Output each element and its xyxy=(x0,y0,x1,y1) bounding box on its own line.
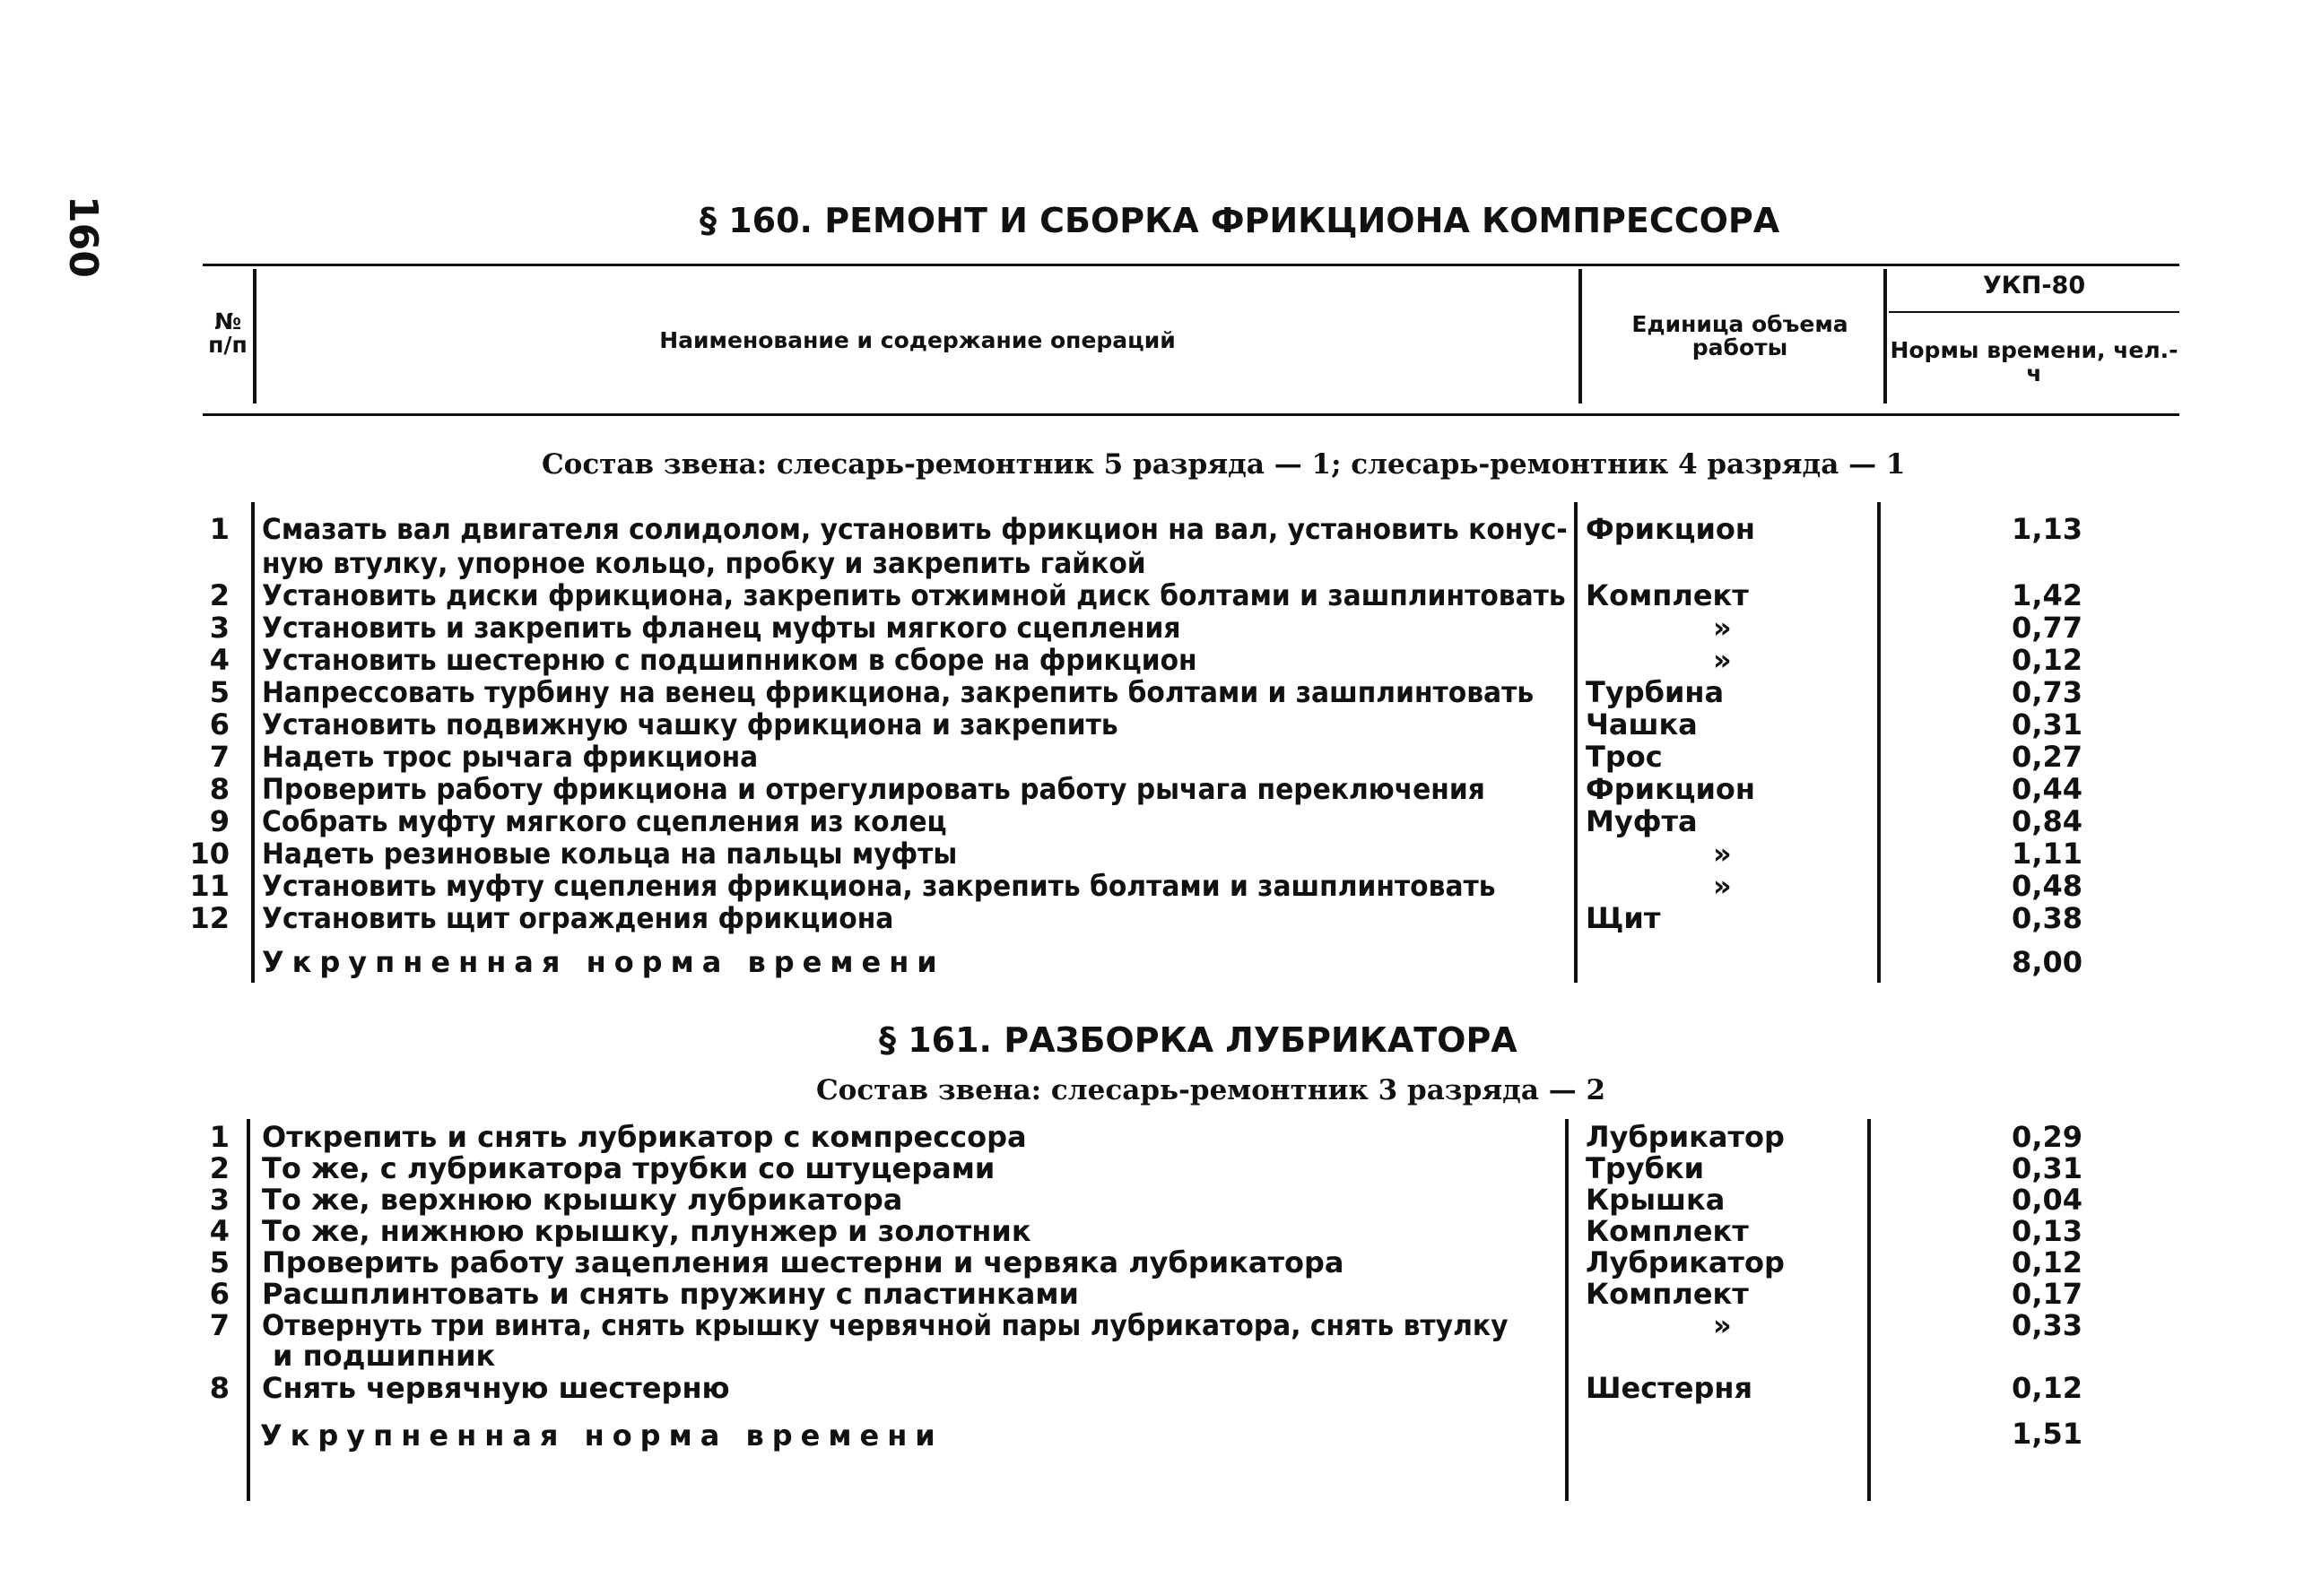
row-value: 0,12 xyxy=(2012,1245,2083,1279)
row-unit: Турбина xyxy=(1586,675,1725,709)
table-row xyxy=(0,805,2313,837)
row-number: 3 xyxy=(209,611,230,645)
table-row xyxy=(0,741,2313,773)
row-value: 0,31 xyxy=(2012,707,2083,742)
row-unit: Щит xyxy=(1586,901,1661,935)
row-value: 0,27 xyxy=(2012,740,2083,774)
row-value: 0,44 xyxy=(2012,772,2083,806)
page-number: 160 xyxy=(60,195,106,278)
row-value: 0,04 xyxy=(2012,1183,2083,1217)
section-160-title: § 160. РЕМОНТ И СБОРКА ФРИКЦИОНА КОМПРЕССОРА xyxy=(700,201,1780,240)
table-row xyxy=(0,773,2313,805)
table-row xyxy=(0,612,2313,644)
row-number: 1 xyxy=(209,1120,230,1154)
row-number: 7 xyxy=(209,1308,230,1342)
row-number: 1 xyxy=(209,512,230,546)
row-unit: Муфта xyxy=(1586,804,1698,838)
table-row-continuation xyxy=(0,547,2313,579)
row-number: 2 xyxy=(209,578,230,612)
row-unit: Фрикцион xyxy=(1586,512,1756,546)
row-number: 5 xyxy=(209,675,230,709)
row-number: 6 xyxy=(209,707,230,742)
row-operation: Установить диски фрикциона, закрепить отжимной диск болтами и зашплинтовать xyxy=(262,578,1566,612)
row-number: 3 xyxy=(209,1183,230,1217)
row-operation: То же, верхнюю крышку лубрикатора xyxy=(262,1183,903,1217)
row-value: 0,38 xyxy=(2012,901,2083,935)
header-col-divider xyxy=(1883,269,1887,403)
row-unit: Комплект xyxy=(1586,578,1749,612)
row-number: 2 xyxy=(209,1151,230,1185)
row-operation: Проверить работу зацепления шестерни и червяка лубрикатора xyxy=(262,1245,1344,1279)
row-number: 9 xyxy=(209,804,230,838)
row-operation: Надеть резиновые кольца на пальцы муфты xyxy=(262,837,958,871)
row-number: 8 xyxy=(209,1371,230,1405)
table-row xyxy=(0,1309,2313,1341)
table-row xyxy=(0,1152,2313,1184)
row-operation: Отвернуть три винта, снять крышку червячной пары лубрикатора, снять втулку xyxy=(262,1308,1509,1342)
row-unit: » xyxy=(1713,611,1732,645)
header-unit: Единица объема работы xyxy=(1631,311,1848,360)
row-unit: Трубки xyxy=(1586,1151,1705,1185)
row-unit: Фрикцион xyxy=(1586,772,1756,806)
row-unit: » xyxy=(1713,869,1732,903)
row-number: 4 xyxy=(209,643,230,677)
row-operation: Надеть трос рычага фрикциона xyxy=(262,740,759,774)
header-num: № п/п xyxy=(208,308,248,358)
table-row xyxy=(0,644,2313,676)
row-value: 0,73 xyxy=(2012,675,2083,709)
row-value: 0,12 xyxy=(2012,1371,2083,1405)
header-top-rule xyxy=(203,264,2179,266)
row-operation: Установить щит ограждения фрикциона xyxy=(262,901,894,935)
table-row xyxy=(0,1215,2313,1247)
header-group-rule xyxy=(1889,311,2179,313)
table-row xyxy=(0,1121,2313,1153)
row-value: 0,48 xyxy=(2012,869,2083,903)
row-number: 5 xyxy=(209,1245,230,1279)
row-unit: » xyxy=(1713,643,1732,677)
row-number: 4 xyxy=(209,1214,230,1248)
row-unit: Чашка xyxy=(1586,707,1698,742)
header-norm: Нормы времени, чел.-ч xyxy=(1890,337,2178,386)
row-number: 10 xyxy=(189,837,230,871)
row-operation: Расшплинтовать и снять пружину с пластинками xyxy=(262,1277,1079,1311)
row-operation: Установить муфту сцепления фрикциона, закрепить болтами и зашплинтовать xyxy=(262,869,1496,903)
row-operation: Установить и закрепить фланец муфты мягкого сцепления xyxy=(262,611,1181,645)
row-value: 0,12 xyxy=(2012,643,2083,677)
row-operation: Снять червячную шестерню xyxy=(262,1371,730,1405)
table-row xyxy=(0,1278,2313,1310)
table-row xyxy=(0,1246,2313,1279)
table-row xyxy=(0,513,2313,545)
header-bottom-rule xyxy=(203,413,2179,416)
row-operation: ную втулку, упорное кольцо, пробку и закрепить гайкой xyxy=(262,546,1146,580)
table-row-continuation xyxy=(0,1340,2313,1372)
row-value: 0,77 xyxy=(2012,611,2083,645)
table-row xyxy=(0,579,2313,612)
row-number: 11 xyxy=(189,869,230,903)
row-operation: Установить подвижную чашку фрикциона и закрепить xyxy=(262,707,1118,742)
row-operation: То же, с лубрикатора трубки со штуцерами xyxy=(262,1151,996,1185)
row-value: 0,31 xyxy=(2012,1151,2083,1185)
row-unit: » xyxy=(1713,1308,1732,1342)
row-value: 0,33 xyxy=(2012,1308,2083,1342)
row-operation: Напрессовать турбину на венец фрикциона, закрепить болтами и зашплинтовать xyxy=(262,675,1535,709)
section-161-total-value: 1,51 xyxy=(2012,1417,2083,1451)
header-operation: Наименование и содержание операций xyxy=(659,327,1176,353)
row-value: 0,29 xyxy=(2012,1120,2083,1154)
row-unit: Комплект xyxy=(1586,1214,1749,1248)
row-unit: Лубрикатор xyxy=(1586,1245,1785,1279)
row-value: 1,11 xyxy=(2012,837,2083,871)
section-161-title: § 161. РАЗБОРКА ЛУБРИКАТОРА xyxy=(879,1020,1517,1060)
row-operation: Смазать вал двигателя солидолом, установить фрикцион на вал, установить конус- xyxy=(262,512,1568,546)
row-unit: Лубрикатор xyxy=(1586,1120,1785,1154)
row-value: 0,84 xyxy=(2012,804,2083,838)
table-row xyxy=(0,708,2313,741)
row-value: 0,13 xyxy=(2012,1214,2083,1248)
row-value: 1,42 xyxy=(2012,578,2083,612)
row-unit: Трос xyxy=(1586,740,1663,774)
table-row xyxy=(0,837,2313,870)
row-unit: » xyxy=(1713,837,1732,871)
row-unit: Крышка xyxy=(1586,1183,1726,1217)
section-161-total-label: Укрупненная норма времени xyxy=(260,1418,943,1453)
row-operation: Открепить и снять лубрикатор с компрессора xyxy=(262,1120,1027,1154)
section-160-crew: Состав звена: слесарь-ремонтник 5 разряда — 1; слесарь-ремонтник 4 разряда — 1 xyxy=(542,448,1906,481)
row-operation: Собрать муфту мягкого сцепления из колец xyxy=(262,804,947,838)
table-row xyxy=(0,1184,2313,1216)
table-row xyxy=(0,1372,2313,1404)
row-unit: Комплект xyxy=(1586,1277,1749,1311)
row-value: 0,17 xyxy=(2012,1277,2083,1311)
row-number: 6 xyxy=(209,1277,230,1311)
header-col-divider xyxy=(1578,269,1582,403)
row-operation: и подшипник xyxy=(273,1339,496,1373)
table-row xyxy=(0,870,2313,902)
row-operation: То же, нижнюю крышку, плунжер и золотник xyxy=(262,1214,1031,1248)
table-row xyxy=(0,676,2313,708)
section-160-total-label: Укрупненная норма времени xyxy=(262,945,945,979)
row-operation: Проверить работу фрикциона и отрегулировать работу рычага переключения xyxy=(262,772,1485,806)
row-number: 7 xyxy=(209,740,230,774)
section-160-total-value: 8,00 xyxy=(2012,945,2083,979)
table-row xyxy=(0,902,2313,934)
row-operation: Установить шестерню с подшипником в сборе на фрикцион xyxy=(262,643,1197,677)
row-value: 1,13 xyxy=(2012,512,2083,546)
row-unit: Шестерня xyxy=(1586,1371,1753,1405)
row-number: 8 xyxy=(209,772,230,806)
section-161-crew: Состав звена: слесарь-ремонтник 3 разряда — 2 xyxy=(816,1074,1606,1106)
header-group: УКП-80 xyxy=(1982,272,2086,299)
row-number: 12 xyxy=(189,901,230,935)
